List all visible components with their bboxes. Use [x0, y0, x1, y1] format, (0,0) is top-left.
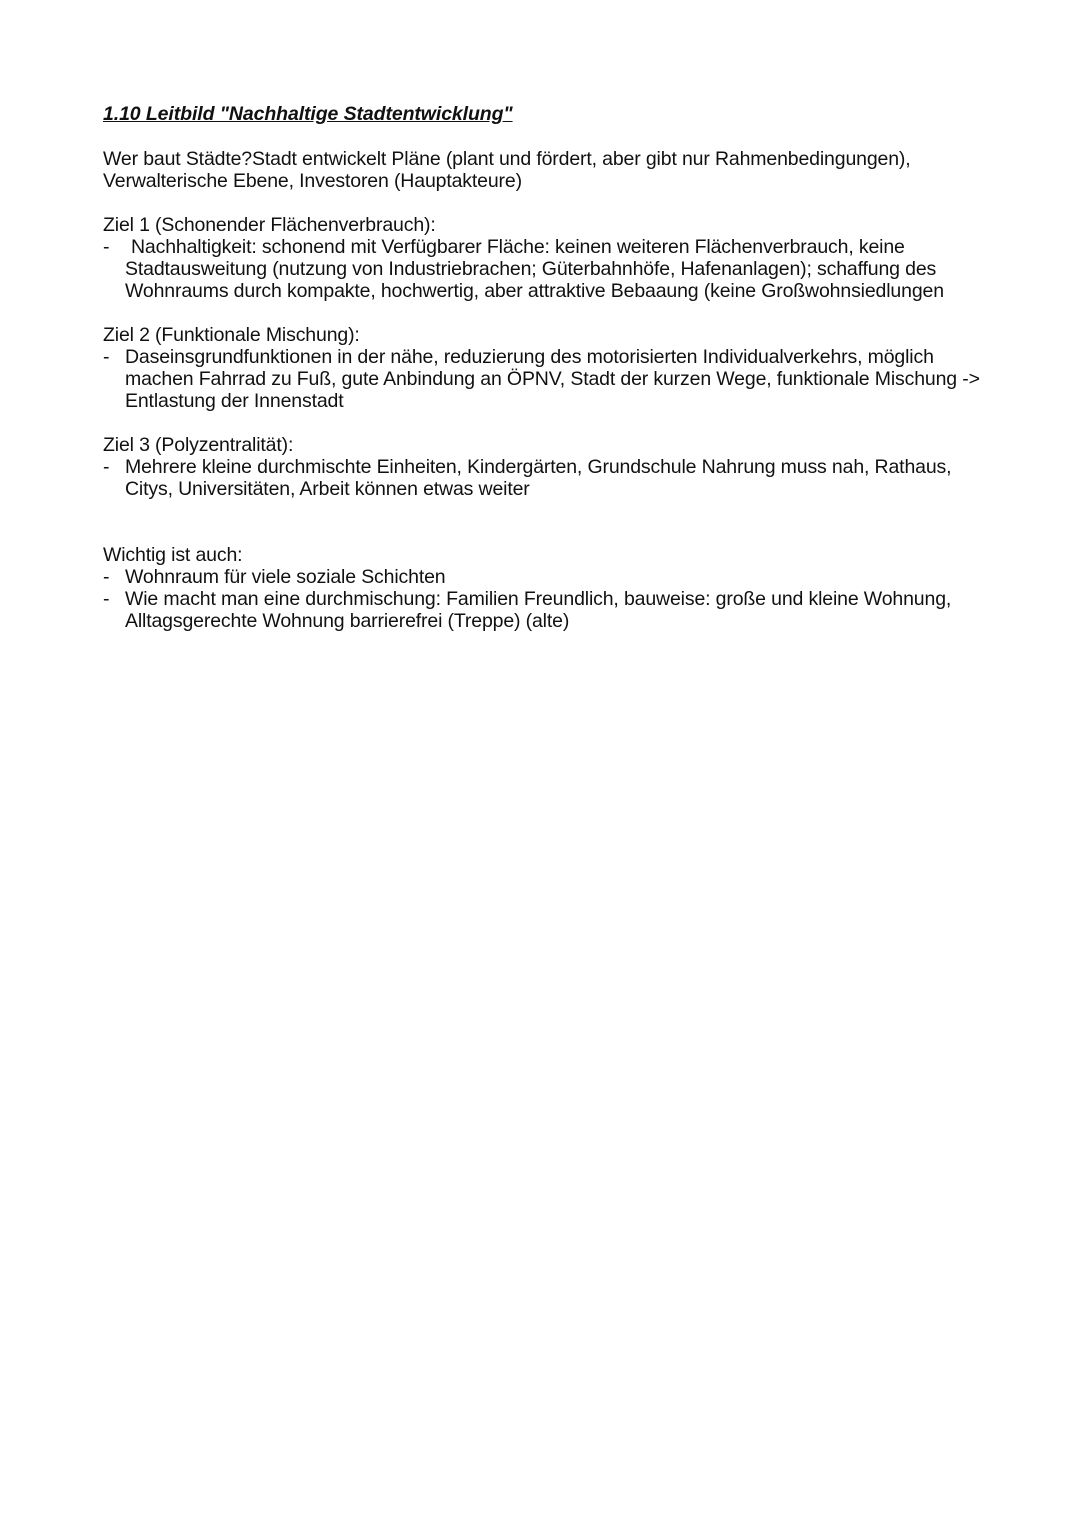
list-item — [103, 346, 1003, 412]
section-ziel-1 — [103, 214, 1003, 302]
list-item-text: Nachhaltigkeit: schonend mit Verfügbarer Fläche: keinen weiteren Flächenverbrauch, keine Stadtausweitung (nutzung von Industriebrachen; Güterbahnhöfe, Hafenanlagen); schaffung des Wohnraums durch kompakte, hochwertig, aber attraktive Bebaaung (keine Großwohnsiedlungen — [125, 236, 944, 302]
section-heading: Ziel 3 (Polyzentralität): — [103, 434, 294, 456]
section-heading: Wichtig ist auch: — [103, 544, 243, 566]
list-item — [103, 236, 1003, 302]
section-heading: Ziel 2 (Funktionale Mischung): — [103, 324, 360, 346]
bullet-list — [103, 566, 1003, 632]
bullet-dash: - — [103, 236, 110, 258]
bullet-list — [103, 346, 1003, 412]
bullet-list — [103, 236, 1003, 302]
list-item-text: Daseinsgrundfunktionen in der nähe, reduzierung des motorisierten Individualverkehrs, möglich machen Fahrrad zu Fuß, gute Anbindung an ÖPNV, Stadt der kurzen Wege, funktionale Mischung -> Entlastung der Innenstadt — [125, 346, 980, 412]
list-item-text: Mehrere kleine durchmischte Einheiten, Kindergärten, Grundschule Nahrung muss nah, Rathaus, Citys, Universitäten, Arbeit können etwas weiter — [125, 456, 952, 500]
section-wichtig — [103, 544, 1003, 632]
bullet-list — [103, 456, 1003, 500]
document-page — [103, 102, 1003, 632]
list-item — [103, 588, 1003, 632]
section-ziel-3 — [103, 434, 1003, 500]
list-item-text: Wie macht man eine durchmischung: Familien Freundlich, bauweise: große und kleine Wohnung, Alltagsgerechte Wohnung barrierefrei (Treppe) (alte) — [125, 588, 952, 632]
section-heading: Ziel 1 (Schonender Flächenverbrauch): — [103, 214, 436, 236]
list-item — [103, 566, 1003, 588]
list-item-text: Wohnraum für viele soziale Schichten — [125, 566, 446, 588]
bullet-dash: - — [103, 346, 110, 368]
section-ziel-2 — [103, 324, 1003, 412]
intro-paragraph: Wer baut Städte?Stadt entwickelt Pläne (plant und fördert, aber gibt nur Rahmenbedingungen), Verwalterische Ebene, Investoren (Hauptakteure) — [103, 148, 911, 192]
bullet-dash: - — [103, 456, 110, 478]
bullet-dash: - — [103, 566, 110, 588]
list-item — [103, 456, 1003, 500]
document-title: 1.10 Leitbild "Nachhaltige Stadtentwicklung" — [103, 103, 513, 125]
bullet-dash: - — [103, 588, 110, 610]
